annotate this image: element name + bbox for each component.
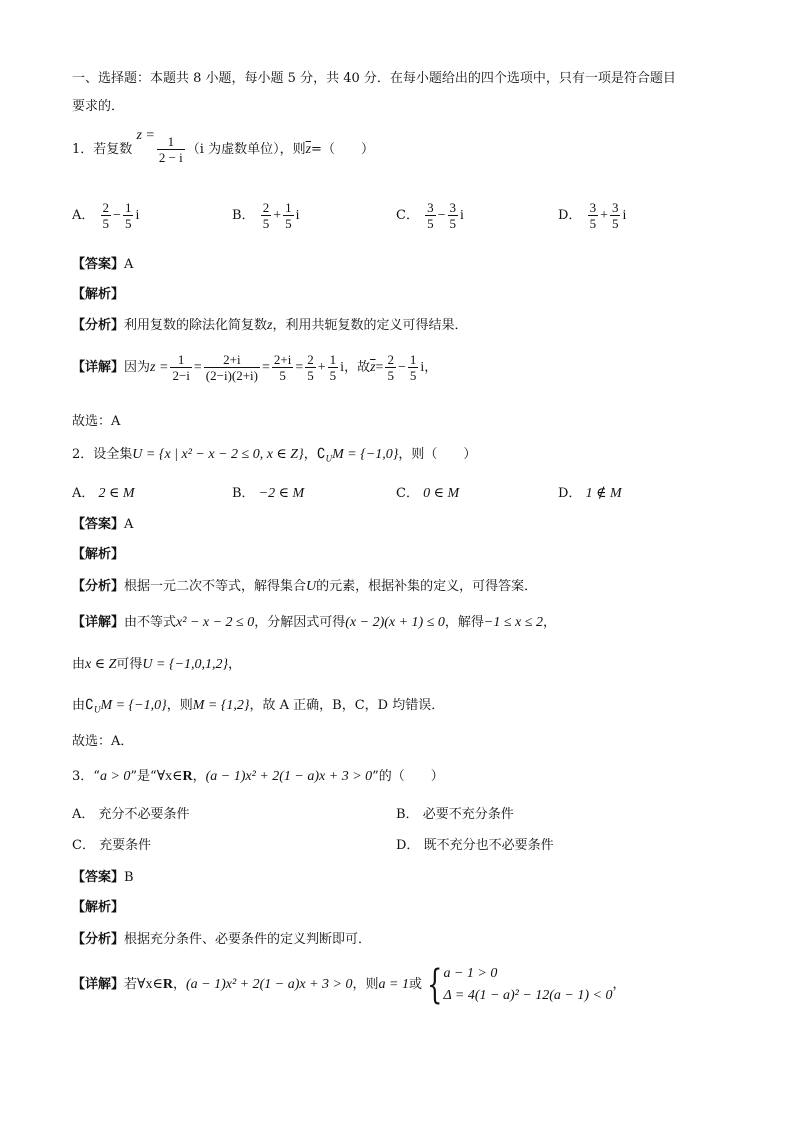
q1-option-d[interactable]: D． $\frac{3}{5}$ + $\frac{3}{5}$ i	[558, 200, 627, 231]
q2-option-d[interactable]: D． 1 ∉ M	[558, 486, 622, 501]
q2-fenxi: 【分析】根据一元二次不等式，解得集合U的元素，根据补集的定义，可得答案．	[72, 579, 538, 594]
q1-detail: 【详解】因为z = $\frac{1}{2-i}$ = $\frac{2+i}{(2-i)(2+i)}$ = $\frac{2+i}{5}$ = $\frac{2}{5}$ + $\frac{1}{5}$ i，故$\overline{z}=$ $\frac{2}{5}$ − $\frac{1}{5}$ i，	[72, 352, 438, 383]
q2-conclusion: 故选：A．	[72, 734, 134, 749]
q1-conclusion: 故选：A	[72, 414, 121, 429]
q3-option-a[interactable]: A． 充分不必要条件	[72, 807, 190, 822]
q3-option-b[interactable]: B． 必要不充分条件	[396, 807, 514, 822]
q1-option-b[interactable]: B． $\frac{2}{5}$ + $\frac{1}{5}$ i	[232, 200, 300, 231]
q2-option-a[interactable]: A． 2 ∈ M	[72, 486, 135, 501]
q2-detail-line3: 由$∁_UM = \{-1,0\}$，则M = {1,2}，故 A 正确，B，C，D 均错误．	[72, 698, 445, 715]
q2-option-c[interactable]: C． 0 ∈ M	[396, 486, 460, 501]
q1-fenxi: 【分析】利用复数的除法化简复数z，利用共轭复数的定义可得结果．	[72, 318, 468, 333]
inequality-system: a − 1 > 0 Δ = 4(1 − a)² − 12(a − 1) < 0	[443, 965, 613, 1003]
question-number: 1．	[72, 142, 94, 157]
q3-option-d[interactable]: D． 既不充分也不必要条件	[396, 838, 554, 853]
fraction: $\frac{1}{2 - i}$	[158, 134, 183, 165]
q3-answer: 【答案】B	[72, 870, 134, 885]
q1-analysis-label: 【解析】	[72, 287, 125, 302]
q3-fenxi: 【分析】根据充分条件、必要条件的定义判断即可．	[72, 932, 372, 947]
q1-answer: 【答案】A	[72, 257, 134, 272]
q2-detail: 【详解】由不等式x² − x − 2 ≤ 0，分解因式可得(x − 2)(x + 1) ≤ 0，解得−1 ≤ x ≤ 2，	[72, 615, 556, 630]
q1-option-c[interactable]: C． $\frac{3}{5}$ − $\frac{3}{5}$ i	[396, 200, 464, 231]
question-3-stem: 3．“a > 0”是“∀x∈R，(a − 1)x² + 2(1 − a)x + 3 > 0”的（ ）	[72, 769, 444, 784]
q2-answer: 【答案】A	[72, 517, 134, 532]
q3-analysis-label: 【解析】	[72, 900, 125, 915]
brace-icon: {	[427, 961, 443, 1008]
question-2-stem: 2．设全集U = {x | x² − x − 2 ≤ 0, x ∈ Z}，$∁_UM = \{-1,0\}$，则（ ）	[72, 447, 477, 464]
section-header-line1: 一、选择题：本题共 8 小题，每小题 5 分，共 40 分．在每小题给出的四个选项中，只有一项是符合题目	[72, 71, 676, 86]
q2-detail-line2: 由x ∈ Z可得U = {−1,0,1,2}，	[72, 657, 242, 672]
q2-analysis-label: 【解析】	[72, 547, 125, 562]
q3-detail: 【详解】若∀x∈R，(a − 1)x² + 2(1 − a)x + 3 > 0，则a = 1或 { a − 1 > 0 Δ = 4(1 − a)² − 12(a − 1) < 0 ，	[72, 961, 626, 1008]
q2-option-b[interactable]: B． −2 ∈ M	[232, 486, 305, 501]
question-1-stem: 1．若复数 z = $\frac{1}{2 - i}$ （i 为虚数单位），则$\overline{z}=$（ ）	[72, 128, 374, 165]
answer-label: 【答案】	[72, 257, 125, 272]
q3-option-c[interactable]: C． 充要条件	[72, 838, 152, 853]
section-header-line2: 要求的．	[72, 99, 125, 114]
q1-option-a[interactable]: A． $\frac{2}{5}$ − $\frac{1}{5}$ i	[72, 200, 140, 231]
